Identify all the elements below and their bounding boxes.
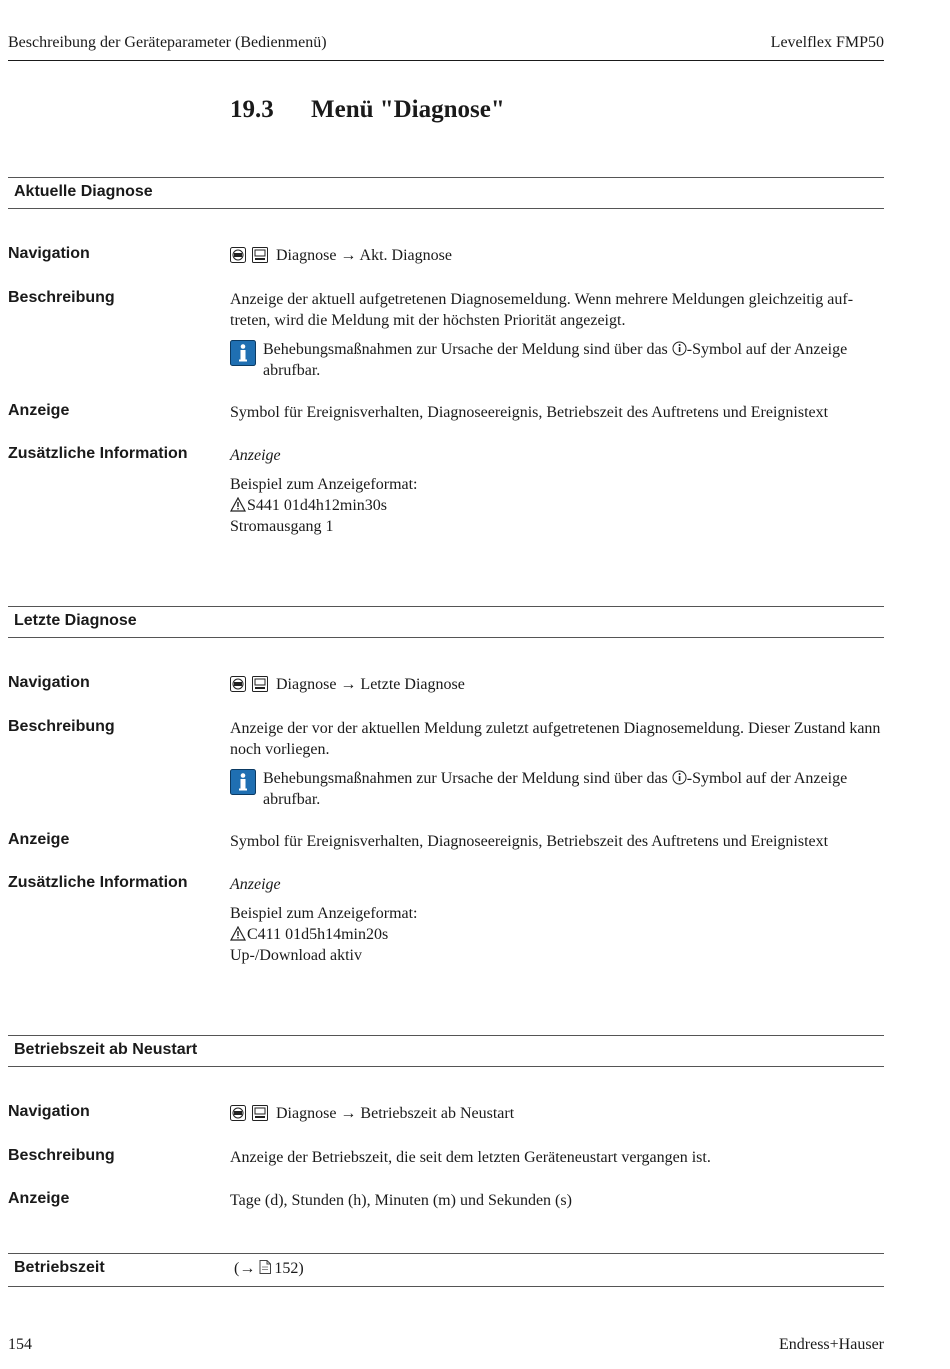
zusatz-heading: Anzeige xyxy=(230,447,281,464)
nav-path xyxy=(230,674,885,698)
label-beschreibung: Beschreibung xyxy=(8,718,115,735)
section-number: 19.3 xyxy=(230,96,274,123)
reference-link[interactable] xyxy=(234,1260,304,1278)
zusatz-code-text: S441 01d4h12min30s xyxy=(247,497,388,514)
zusatz-code xyxy=(230,495,885,516)
operate-icon xyxy=(230,247,246,263)
zusatz-text: Stromausgang 1 xyxy=(230,518,334,535)
reference-bar xyxy=(8,1253,884,1287)
info-icon xyxy=(230,769,256,795)
section-title xyxy=(230,96,505,124)
nav-icons xyxy=(230,1105,270,1127)
warning-icon xyxy=(230,497,246,512)
reference-page: 152) xyxy=(274,1260,304,1277)
zusatz-code-text: C411 01d5h14min20s xyxy=(247,926,389,943)
warning-icon xyxy=(230,926,246,941)
beschreibung-text: Anzeige der aktuell aufgetretenen Diagnosemeldung. Wenn mehrere Meldungen gleichzeitig auf- treten, wird die Meldung mit der höchsten Priorität angezeigt. xyxy=(230,291,854,329)
anzeige-text: Symbol für Ereignisverhalten, Diagnoseereignis, Betriebszeit des Auftretens und Ereignistext xyxy=(230,404,829,421)
nav-path xyxy=(230,245,885,269)
label-beschreibung: Beschreibung xyxy=(8,1147,115,1164)
beschreibung-block xyxy=(230,289,885,381)
zusatz-block xyxy=(230,445,885,537)
label-anzeige: Anzeige xyxy=(8,1190,70,1207)
param-header-aktuelle-diagnose xyxy=(8,177,884,209)
zusatz-intro: Beispiel zum Anzeigeformat: xyxy=(230,476,418,493)
param-title: Betriebszeit ab Neustart xyxy=(14,1041,198,1058)
header-left: Beschreibung der Geräteparameter (Bedienmenü) xyxy=(8,34,327,51)
page-header xyxy=(8,32,884,61)
param-title: Letzte Diagnose xyxy=(14,612,137,629)
beschreibung-text: Anzeige der Betriebszeit, die seit dem letzten Geräteneustart vergangen ist. xyxy=(230,1149,711,1166)
page-number: 154 xyxy=(8,1336,32,1353)
info-note xyxy=(230,339,885,381)
anzeige-text: Tage (d), Stunden (h), Minuten (m) und Sekunden (s) xyxy=(230,1192,572,1209)
operate-icon xyxy=(230,676,246,692)
nav-icons xyxy=(230,676,270,698)
label-beschreibung: Beschreibung xyxy=(8,289,115,306)
zusatz-code xyxy=(230,924,885,945)
label-navigation: Navigation xyxy=(8,1103,90,1120)
reference-open: (→ xyxy=(234,1260,260,1277)
info-icon xyxy=(230,340,256,366)
note-text-a: Behebungsmaßnahmen zur Ursache der Meldung sind über das xyxy=(263,341,672,358)
beschreibung-text: Anzeige der vor der aktuellen Meldung zuletzt aufgetretenen Diagnosemeldung. Dieser Zustand kann noch vorliegen. xyxy=(230,720,881,758)
section-title-text: Menü "Diagnose" xyxy=(311,96,505,123)
display-icon xyxy=(252,676,268,692)
info-symbol-icon xyxy=(672,770,687,785)
label-navigation: Navigation xyxy=(8,674,90,691)
info-symbol-icon xyxy=(672,341,687,356)
param-title: Aktuelle Diagnose xyxy=(14,183,153,200)
zusatz-text: Up-/Download aktiv xyxy=(230,947,362,964)
param-header-betriebszeit-ab-neustart xyxy=(8,1035,884,1067)
label-zusatz: Zusätzliche Information xyxy=(8,874,188,891)
operate-icon xyxy=(230,1105,246,1121)
note-text-b: -Symbol auf der Anzeige abrufbar. xyxy=(263,770,848,808)
reference-title: Betriebszeit xyxy=(14,1259,105,1276)
display-icon xyxy=(252,247,268,263)
label-anzeige: Anzeige xyxy=(8,402,70,419)
zusatz-block xyxy=(230,874,885,966)
label-navigation: Navigation xyxy=(8,245,90,262)
zusatz-intro: Beispiel zum Anzeigeformat: xyxy=(230,905,418,922)
nav-icons xyxy=(230,247,270,269)
label-zusatz: Zusätzliche Information xyxy=(8,445,188,462)
note-text-a: Behebungsmaßnahmen zur Ursache der Meldung sind über das xyxy=(263,770,672,787)
page-icon xyxy=(259,1260,271,1274)
header-right: Levelflex FMP50 xyxy=(770,34,884,51)
label-anzeige: Anzeige xyxy=(8,831,70,848)
zusatz-heading: Anzeige xyxy=(230,876,281,893)
nav-path-text: Diagnose → Akt. Diagnose xyxy=(276,247,452,264)
param-header-letzte-diagnose xyxy=(8,606,884,638)
nav-path-text: Diagnose → Letzte Diagnose xyxy=(276,676,465,693)
beschreibung-block xyxy=(230,718,885,810)
info-note xyxy=(230,768,885,810)
note-text-b: -Symbol auf der Anzeige abrufbar. xyxy=(263,341,848,379)
brand-name: Endress+Hauser xyxy=(779,1336,884,1353)
display-icon xyxy=(252,1105,268,1121)
nav-path-text: Diagnose → Betriebszeit ab Neustart xyxy=(276,1105,515,1122)
nav-path xyxy=(230,1103,885,1127)
anzeige-text: Symbol für Ereignisverhalten, Diagnoseereignis, Betriebszeit des Auftretens und Ereignistext xyxy=(230,833,829,850)
